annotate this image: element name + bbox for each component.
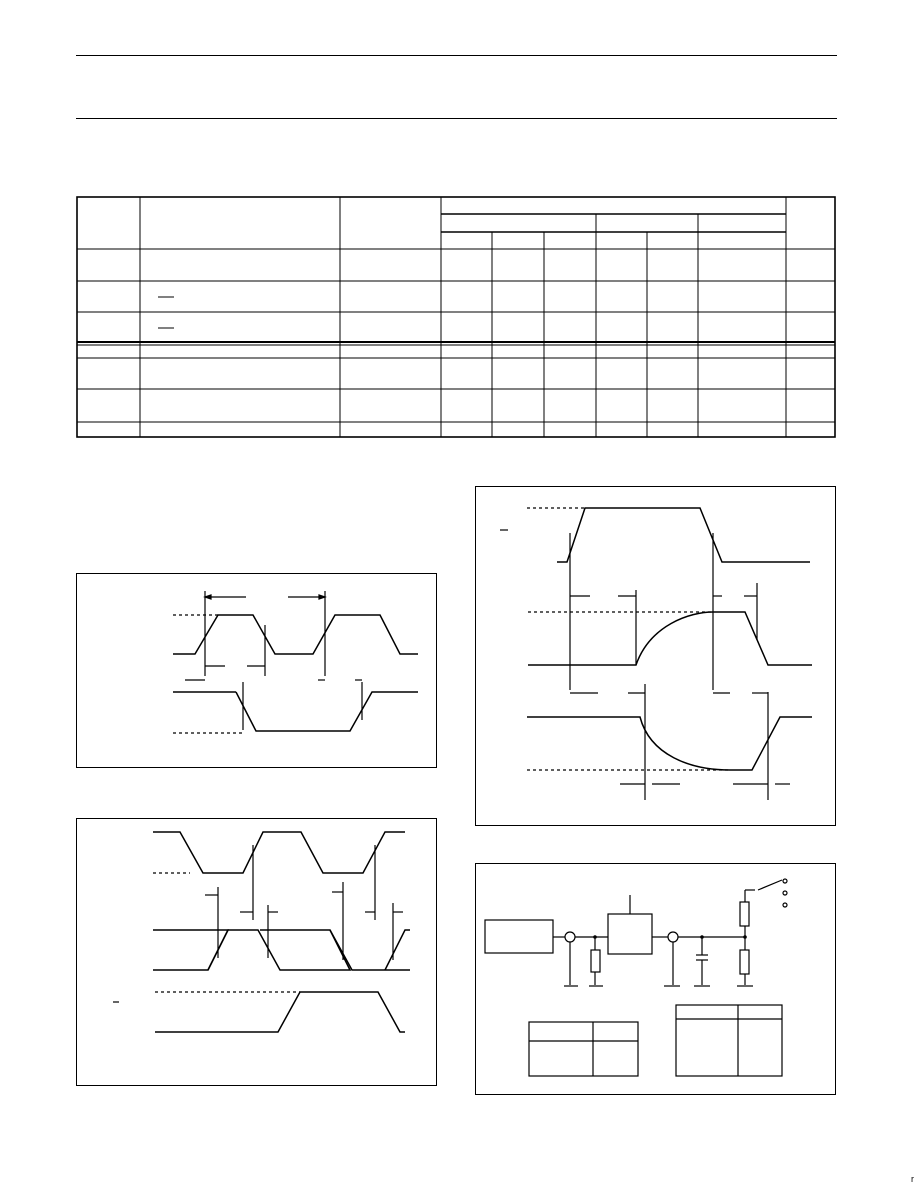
page-corner-mark: r: [911, 1174, 914, 1184]
